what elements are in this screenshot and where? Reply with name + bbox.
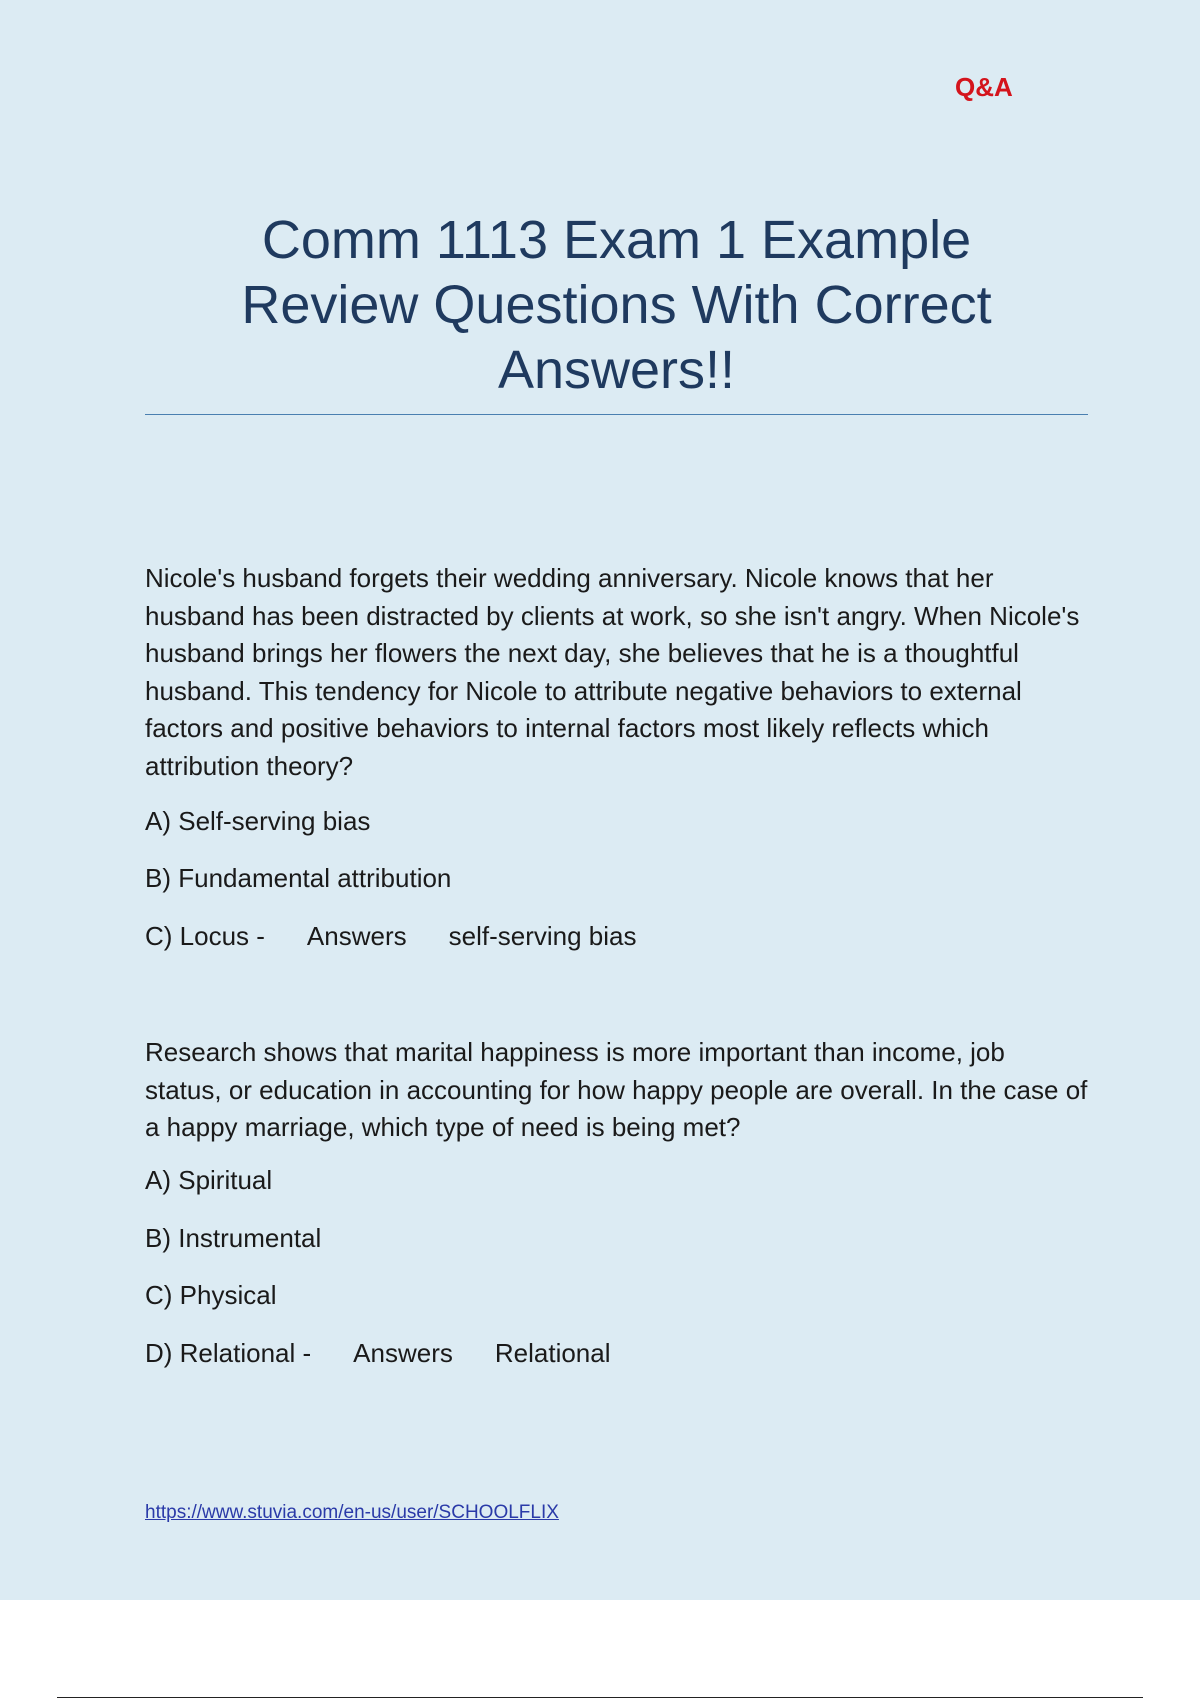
question-1: [145, 560, 1088, 951]
question-1-answer: self-serving bias: [448, 921, 637, 951]
question-2-option-c: C) Physical: [145, 1279, 277, 1310]
question-1-option-c-label: C) Locus -: [145, 921, 265, 951]
footer-divider: [57, 1697, 1143, 1698]
question-2-option-d-label: D) Relational -: [145, 1337, 312, 1368]
qa-badge: Q&A: [955, 72, 1013, 102]
question-2-text: Research shows that marital happiness is more important than income, job status, or education in accounting for how happy people are overall. In the case of a happy marriage, which type of need is being met?: [145, 1037, 1088, 1142]
title-line-3: Answers!!: [497, 340, 736, 400]
title-divider: [145, 414, 1088, 415]
question-1-text: Nicole's husband forgets their wedding anniversary. Nicole knows that her husband has been distracted by clients at work, so she isn't angry. When Nicole's husband brings her flowers the next day, she believes that he is a thoughtful husband. This tendency for Nicole to attribute negative behaviors to external factors and positive behaviors to internal factors most likely reflects which attribution theory?: [145, 563, 1080, 781]
question-1-option-a: A) Self-serving bias: [145, 806, 371, 836]
source-link[interactable]: https://www.stuvia.com/en-us/user/SCHOOLFLIX: [145, 1502, 559, 1523]
title-line-2: Review Questions With Correct: [241, 275, 992, 335]
question-2-option-a: A) Spiritual: [145, 1164, 273, 1195]
question-2: [145, 1034, 1088, 1368]
question-1-answers-label: Answers: [306, 921, 407, 951]
question-2-answers-label: Answers: [353, 1337, 453, 1368]
document-title: [145, 208, 1088, 403]
question-2-option-d: [145, 1338, 1088, 1368]
question-2-option-b: B) Instrumental: [145, 1222, 322, 1253]
question-1-option-b: B) Fundamental attribution: [145, 863, 452, 893]
question-1-option-c: [145, 921, 1088, 951]
title-line-1: Comm 1113 Exam 1 Example: [261, 210, 972, 270]
question-2-answer: Relational: [494, 1337, 611, 1368]
